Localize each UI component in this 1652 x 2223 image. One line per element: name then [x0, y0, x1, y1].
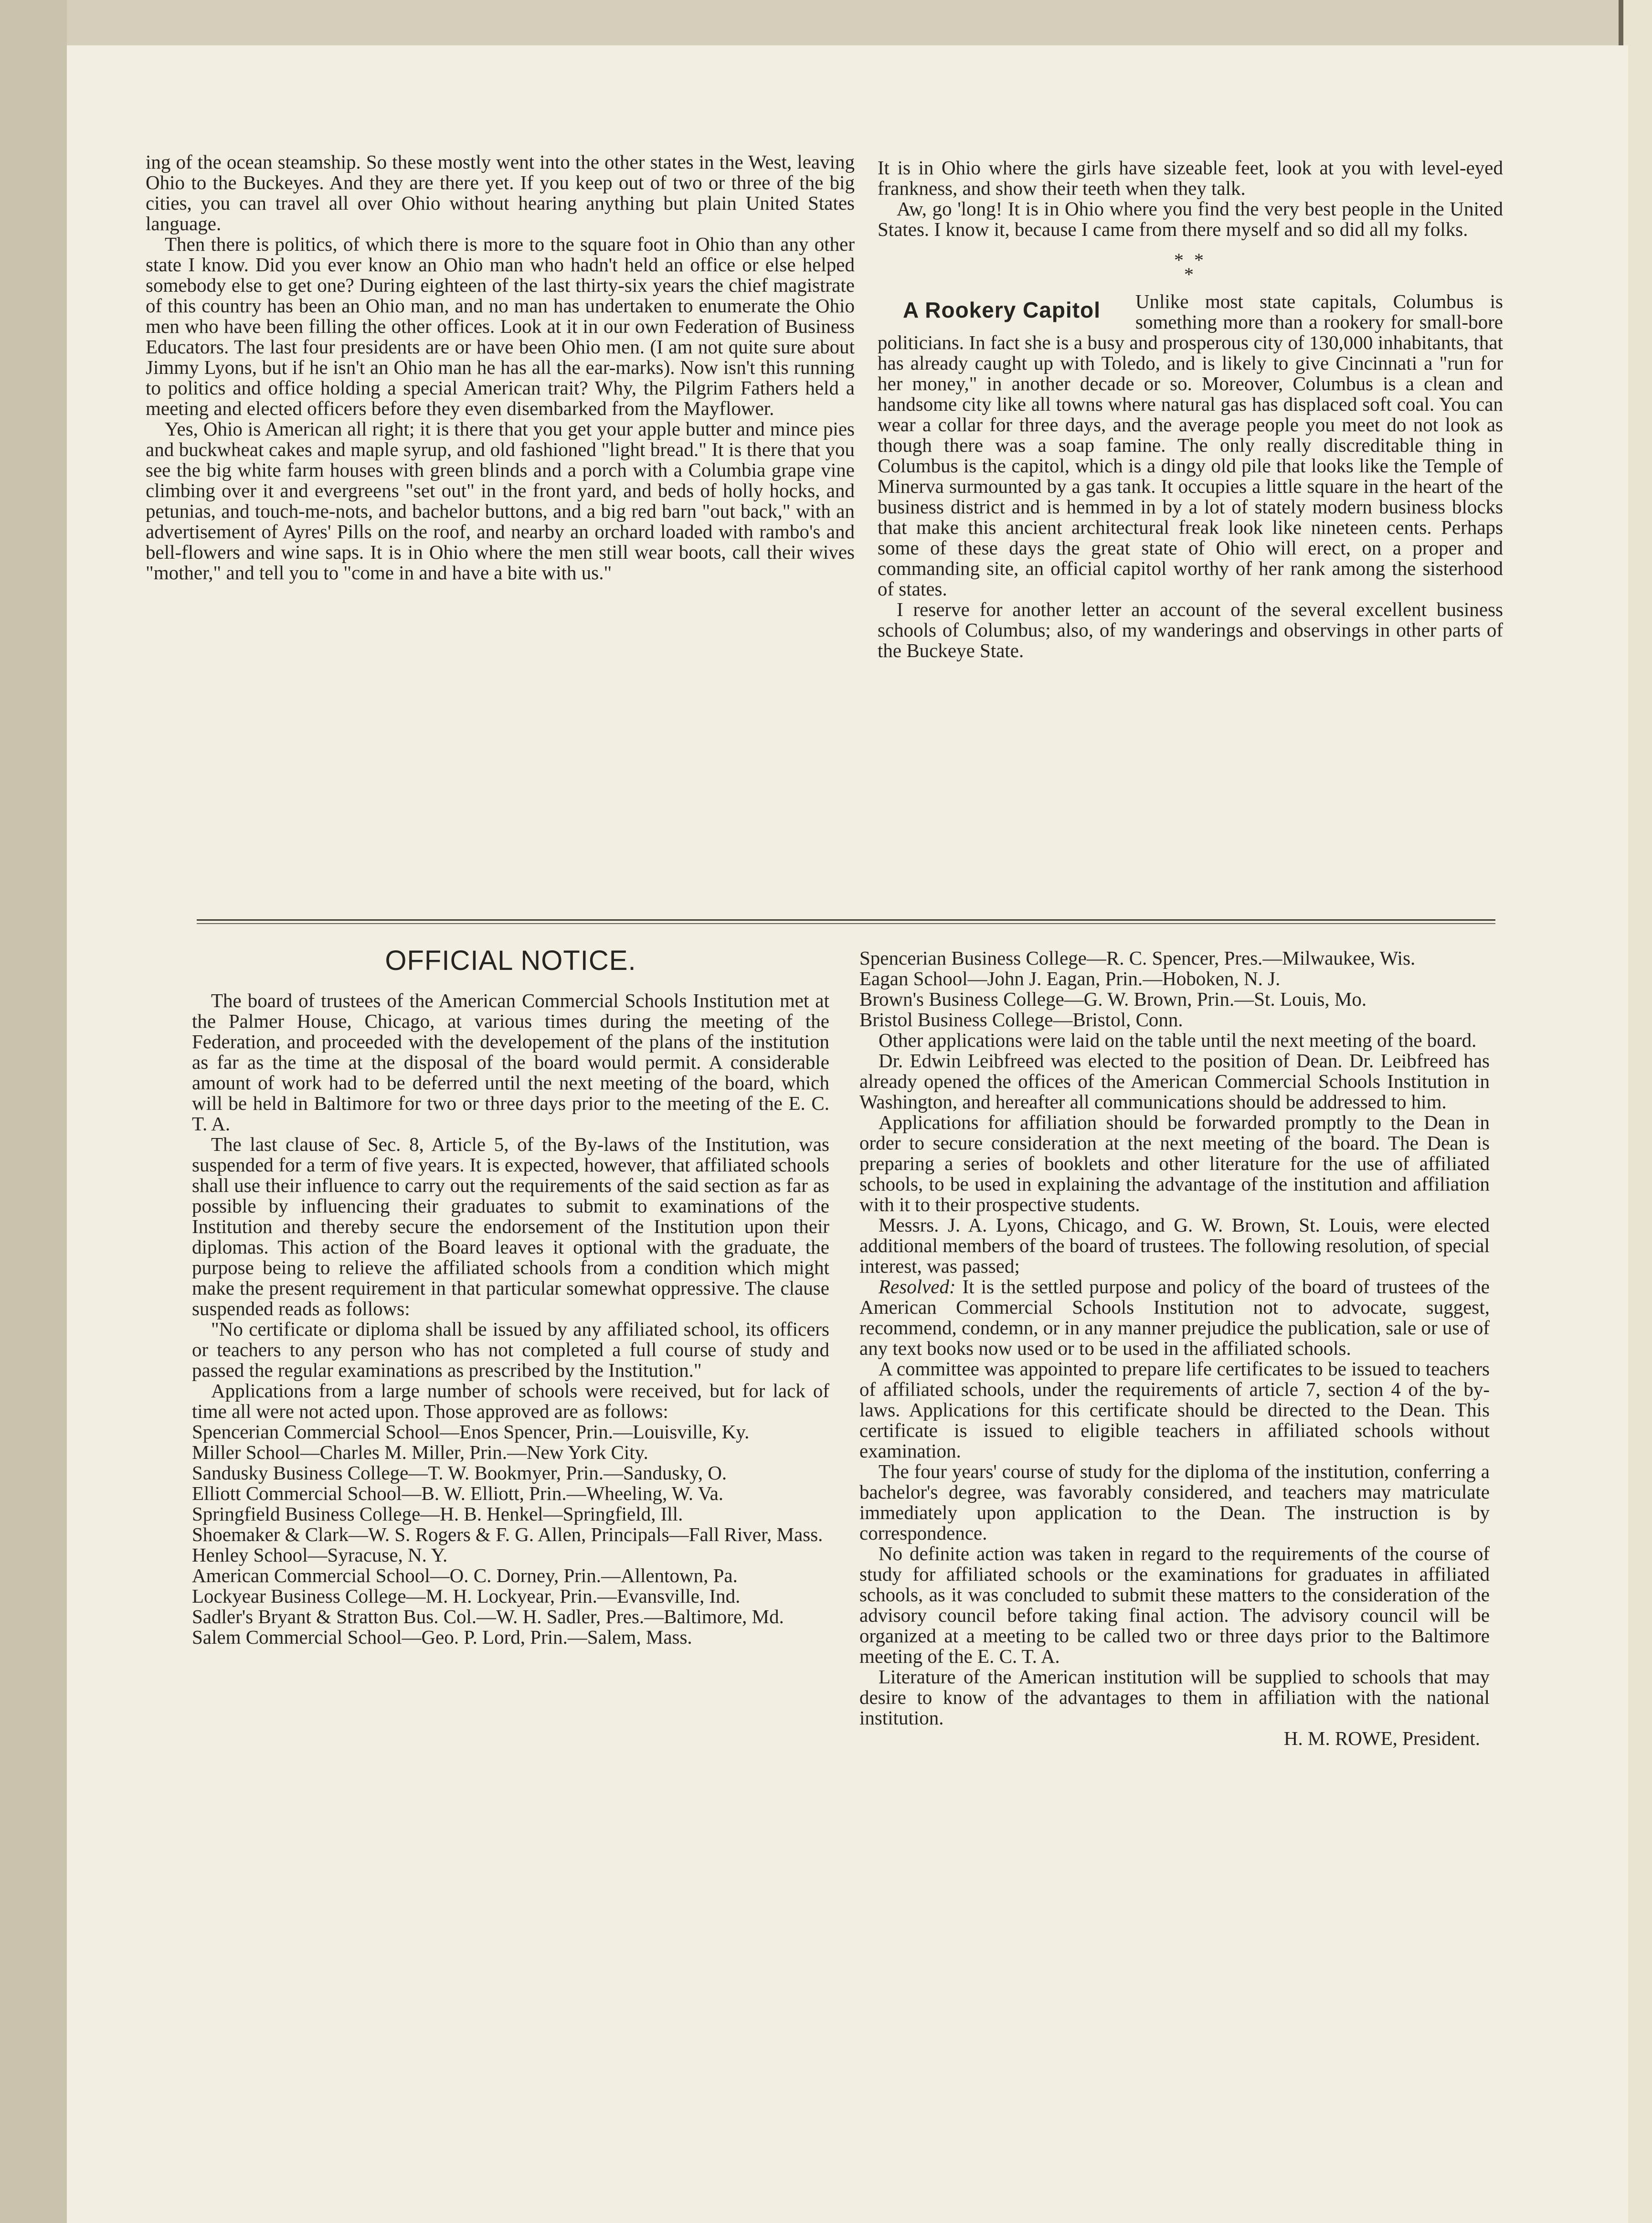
- school-list-item: American Commercial School—O. C. Dorney, Prin.—Allentown, Pa.: [192, 1564, 738, 1586]
- school-list-item: Eagan School—John J. Eagan, Prin.—Hoboken, N. J.: [859, 968, 1281, 989]
- notice-paragraph: Dr. Edwin Leibfreed was elected to the position of Dean. Dr. Leibfreed has already opened the offices of the American Commercial Schools Institution in Washington, and hereafter all communications should be addressed to him.: [859, 1050, 1490, 1113]
- asterism-divider: * * *: [1174, 249, 1207, 285]
- notice-paragraph: Other applications were laid on the table until the next meeting of the board.: [879, 1029, 1477, 1051]
- section-divider: [197, 919, 1495, 921]
- article-column-right: [878, 158, 1503, 661]
- school-list-item: Shoemaker & Clark—W. S. Rogers & F. G. Allen, Principals—Fall River, Mass.: [192, 1523, 823, 1545]
- school-list-item: Lockyear Business College—M. H. Lockyear, Prin.—Evansville, Ind.: [192, 1585, 741, 1607]
- signature: H. M. ROWE, President.: [1283, 1727, 1480, 1749]
- school-list-item: Springfield Business College—H. B. Henkel—Springfield, Ill.: [192, 1503, 683, 1525]
- school-list-item: Brown's Business College—G. W. Brown, Prin.—St. Louis, Mo.: [859, 988, 1367, 1010]
- notice-paragraph: The four years' course of study for the diploma of the institution, conferring a bachelor's degree, was favorably considered, and teachers may matriculate immediately upon application to the Dean. The instruction is by correspondence.: [859, 1460, 1490, 1544]
- notice-quote: "No certificate or diploma shall be issued by any affiliated school, its officers or teachers to any person who has not completed a full course of study and passed the regular examinations as prescribed by the Institution.": [192, 1318, 829, 1381]
- resolution-paragraph: [859, 1276, 1490, 1359]
- notice-paragraph: No definite action was taken in regard to the requirements of the course of study for affiliated schools or the examinations for graduates in affiliated schools, as it was concluded to submit these matters to the consideration of the advisory council before taking final action. The advisory council will be organized at a meeting to be called two or three days prior to the Baltimore meeting of the E. C. T. A.: [859, 1542, 1490, 1667]
- notice-column-right: [859, 948, 1490, 1749]
- notice-paragraph: Applications from a large number of schools were received, but for lack of time all were not acted upon. Those approved are as follows:: [192, 1380, 829, 1422]
- school-list-item: Miller School—Charles M. Miller, Prin.—New York City.: [192, 1441, 648, 1463]
- resolved-label: Resolved:: [879, 1276, 956, 1298]
- side-heading: A Rookery Capitol: [902, 298, 1101, 322]
- scan-left-margin: [0, 0, 67, 2223]
- article-paragraph: ing of the ocean steamship. So these mostly went into the other states in the West, leaving Ohio to the Buckeyes. And they are there yet. If you keep out of two or three of the big cities, you can travel all over Ohio without hearing anything but plain United States language.: [146, 151, 855, 234]
- article-paragraph: I reserve for another letter an account of the several excellent business schools of Columbus; also, of my wanderings and observings in other parts of the Buckeye State.: [878, 598, 1503, 661]
- resolution-text: It is the settled purpose and policy of the board of trustees of the American Commercial Schools Institution not to advocate, suggest, recommend, condemn, or in any manner prejudice the publication, sale or use of any text books now used or to be used in the affiliated schools.: [859, 1276, 1490, 1359]
- notice-paragraph: The last clause of Sec. 8, Article 5, of the By-laws of the Institution, was suspended for a term of five years. It is expected, however, that affiliated schools shall use their influence to carry out the requirements of the said section as far as possible by influencing their graduates to submit to examinations of the Institution and thereby secure the endorsement of the Institution upon their diplomas. This action of the Board leaves it optional with the graduate, the purpose being to relieve the affiliated schools from a condition which might make the present requirement in that particular somewhat oppressive. The clause suspended reads as follows:: [192, 1133, 829, 1319]
- school-list-item: Sandusky Business College—T. W. Bookmyer, Prin.—Sandusky, O.: [192, 1462, 727, 1484]
- section-divider-secondary: [197, 923, 1495, 924]
- article-paragraph: Then there is politics, of which there is more to the square foot in Ohio than any other state I know. Did you ever know an Ohio man who hadn't held an office or else helped somebody else to get one? During eighteen of the last thirty-six years the chief magistrate of this country has been an Ohio man, and no man has undertaken to enumerate the Ohio men who have been filling the other offices. Look at it in our own Federation of Business Educators. The last four presidents are or have been Ohio men. (I am not quite sure about Jimmy Lyons, but if he isn't an Ohio man he has all the ear-marks). Now isn't this running to politics and office holding a special American trait? Why, the Pilgrim Fathers held a meeting and elected officers before they even disembarked from the Mayflower.: [146, 233, 855, 419]
- notice-paragraph: The board of trustees of the American Commercial Schools Institution met at the Palmer House, Chicago, at various times during the meeting of the Federation, and proceeded with the developement of the plans of the institution as far as the time at the disposal of the board would permit. A considerable amount of work had to be deferred until the next meeting of the board, which will be held in Baltimore for two or three days prior to the meeting of the E. C. T. A.: [192, 989, 829, 1135]
- article-column-left: [146, 152, 855, 583]
- school-list-item: Elliott Commercial School—B. W. Elliott, Prin.—Wheeling, W. Va.: [192, 1482, 724, 1504]
- article-paragraph: Yes, Ohio is American all right; it is there that you get your apple butter and mince pies and buckwheat cakes and maple syrup, and old fashioned "light bread." It is there that you see the big white farm houses with green blinds and a porch with a Columbia grape vine climbing over it and evergreens "set out" in the front yard, and beds of holly hocks, and petunias, and touch-me-nots, and bachelor buttons, and a big red barn "out back," with an advertisement of Ayres' Pills on the roof, and nearby an orchard loaded with rambo's and bell-flowers and wine saps. It is in Ohio where the men still wear boots, call their wives "mother," and tell you to "come in and have a bite with us.": [146, 418, 855, 584]
- notice-paragraph: A committee was appointed to prepare life certificates to be issued to teachers of affiliated schools, under the requirements of article 7, section 4 of the by-laws. Applications for this certificate should be directed to the Dean. This certificate is issued to eligible teachers in affiliated schools without examination.: [859, 1358, 1490, 1462]
- school-list-item: Spencerian Commercial School—Enos Spencer, Prin.—Louisville, Ky.: [192, 1421, 750, 1443]
- school-list-item: Henley School—Syracuse, N. Y.: [192, 1544, 448, 1566]
- notice-title: OFFICIAL NOTICE.: [385, 945, 636, 976]
- notice-column-left: [192, 946, 829, 1648]
- school-list-item: Bristol Business College—Bristol, Conn.: [859, 1009, 1183, 1031]
- school-list-item: Spencerian Business College—R. C. Spencer, Pres.—Milwaukee, Wis.: [859, 947, 1416, 969]
- article-paragraph: Unlike most state capitals, Columbus is something more than a rookery for small-bore politicians. In fact she is a busy and prosperous city of 130,000 inhabitants, that has already caught up with Toledo, and is likely to give Cincinnati a "run for her money," in another decade or so. Moreover, Columbus is a clean and handsome city like all towns where natural gas has displaced soft coal. You can wear a collar for three days, and the average people you meet do not look as though there was a soap famine. The only really discreditable thing in Columbus is the capitol, which is a dingy old pile that looks like the Temple of Minerva surmounted by a gas tank. It occupies a little square in the heart of the business district and is hemmed in by a lot of stately modern business blocks that make this ancient architectural freak look like nineteen cents. Perhaps some of these days the great state of Ohio will erect, on a proper and commanding site, an official capitol worthy of her rank among the sisterhood of states.: [878, 290, 1503, 600]
- article-paragraph: It is in Ohio where the girls have sizeable feet, look at you with level-eyed frankness, and show their teeth when they talk.: [878, 157, 1503, 199]
- notice-paragraph: Messrs. J. A. Lyons, Chicago, and G. W. Brown, St. Louis, were elected additional members of the board of trustees. The following resolution, of special interest, was passed;: [859, 1214, 1490, 1277]
- school-list-item: Salem Commercial School—Geo. P. Lord, Prin.—Salem, Mass.: [192, 1626, 692, 1648]
- notice-paragraph: Applications for affiliation should be forwarded promptly to the Dean in order to secure consideration at the next meeting of the board. The Dean is preparing a series of booklets and other literature for the use of affiliated schools, to be used in explaining the advantage of the institution and affiliation with it to their prospective students.: [859, 1111, 1490, 1215]
- school-list-item: Sadler's Bryant & Stratton Bus. Col.—W. H. Sadler, Pres.—Baltimore, Md.: [192, 1606, 784, 1627]
- article-paragraph: Aw, go 'long! It is in Ohio where you find the very best people in the United States. I know it, because I came from there myself and so did all my folks.: [878, 198, 1503, 240]
- notice-paragraph: Literature of the American institution will be supplied to schools that may desire to know of the advantages to them in affiliation with the national institution.: [859, 1666, 1490, 1729]
